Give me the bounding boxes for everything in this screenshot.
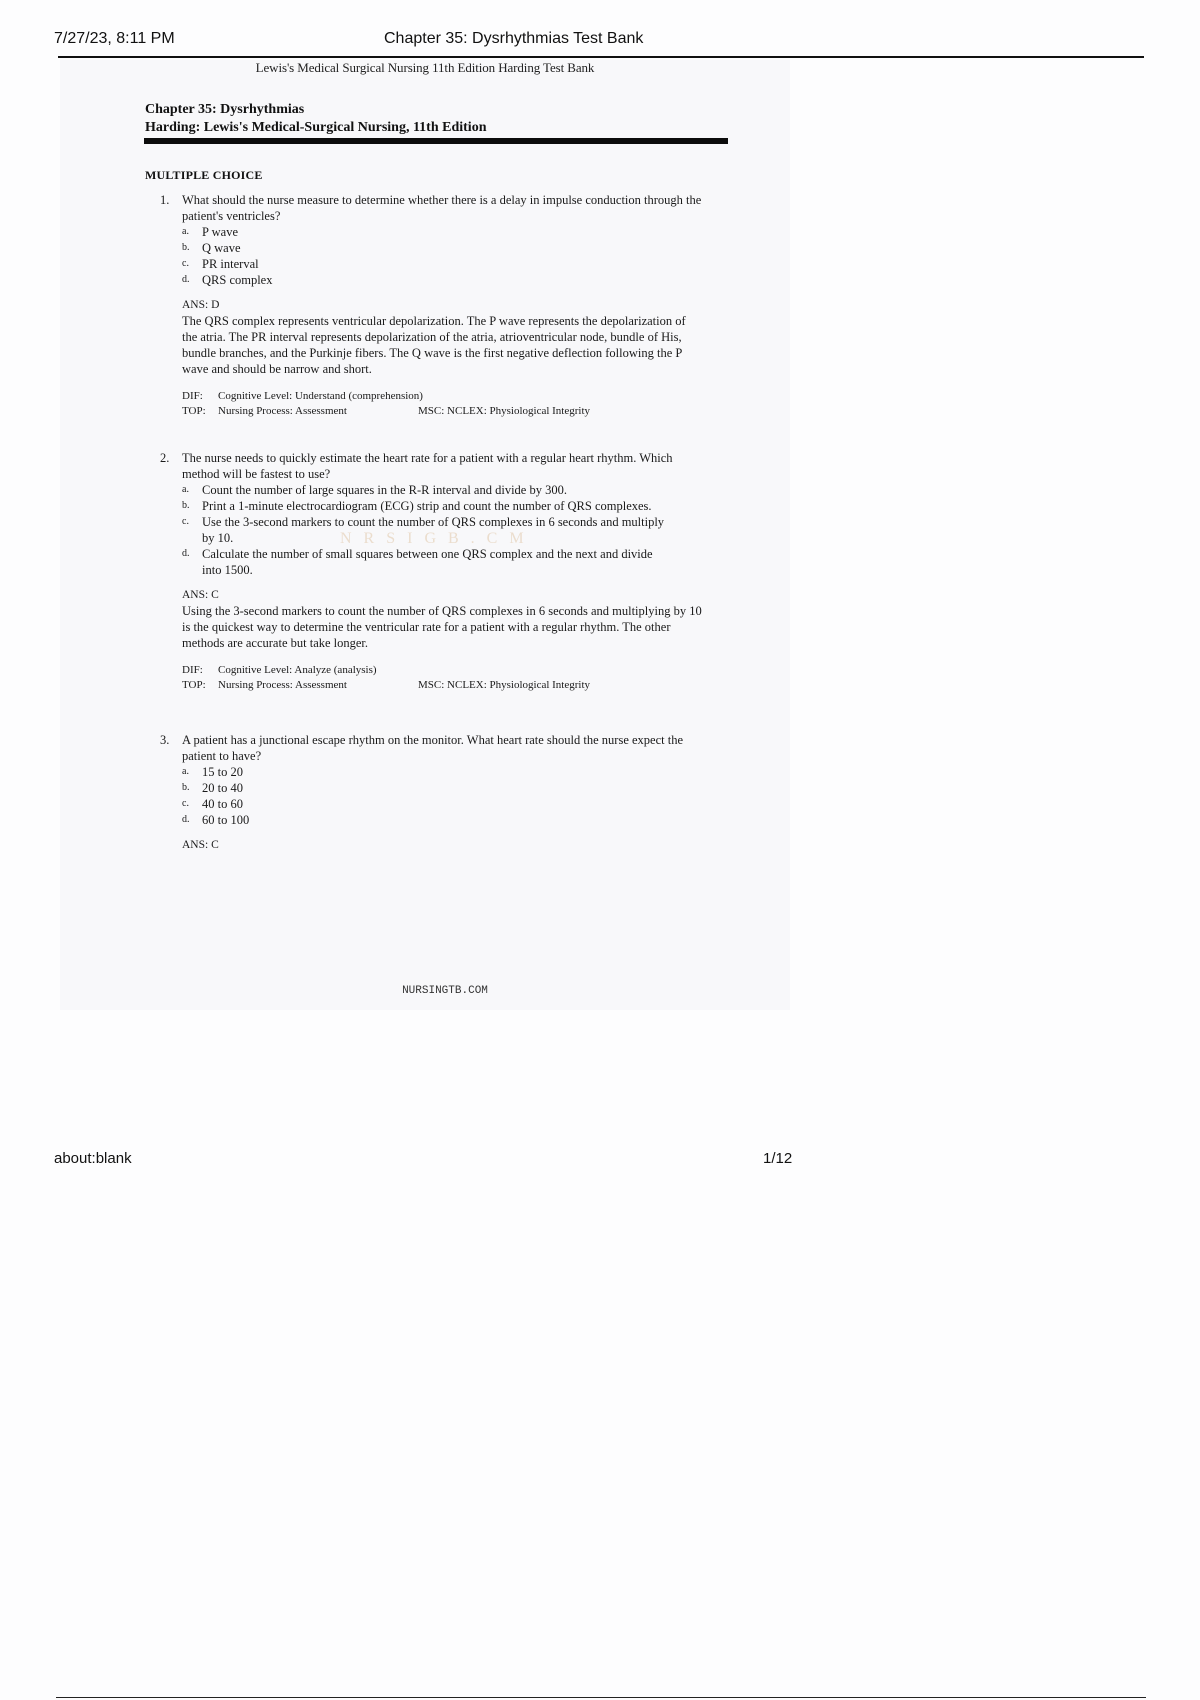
scanned-page: [60, 60, 790, 1010]
option-letter: c.: [182, 798, 189, 809]
page-number: 1/12: [763, 1150, 793, 1167]
print-datetime: 7/27/23, 8:11 PM: [54, 30, 175, 47]
option-text: PR interval: [202, 257, 259, 271]
dif-label: DIF:: [182, 664, 203, 676]
option-letter: a.: [182, 226, 189, 237]
answer-key: ANS: C: [182, 589, 219, 601]
question-1: [160, 192, 760, 419]
chapter-source: Harding: Lewis's Medical-Surgical Nursing, 11th Edition: [145, 120, 487, 135]
option-letter: b.: [182, 500, 190, 511]
difficulty: Cognitive Level: Analyze (analysis): [218, 664, 377, 676]
option-b: [182, 780, 672, 796]
question-text: What should the nurse measure to determine whether there is a delay in impulse conduction through the patient's ventricles?: [182, 193, 702, 223]
question-stem: [160, 732, 702, 764]
section-heading: MULTIPLE CHOICE: [145, 168, 263, 182]
options-list: [160, 764, 760, 828]
question-number: 3.: [160, 733, 170, 747]
option-letter: a.: [182, 766, 189, 777]
option-text: 60 to 100: [202, 813, 250, 827]
option-b: [182, 240, 672, 256]
question-stem: [160, 192, 702, 224]
topic: Nursing Process: Assessment: [218, 679, 347, 691]
option-text: 15 to 20: [202, 765, 243, 779]
msc: MSC: NCLEX: Physiological Integrity: [418, 679, 591, 691]
option-d: [182, 272, 672, 288]
option-letter: c.: [182, 258, 189, 269]
header-divider: [58, 56, 1144, 58]
top-label: TOP:: [182, 405, 206, 417]
answer-key: ANS: C: [182, 839, 219, 851]
option-text: Print a 1-minute electrocardiogram (ECG) strip and count the number of QRS complexes.: [202, 499, 652, 513]
rationale: The QRS complex represents ventricular depolarization. The P wave represents the depolarization of the atria. The PR interval represents depolarization of the atria, atrioventricular node, bundle of His, bundle branches, and the Purkinje fibers. The Q wave is the first negative deflection following the P wave and should be narrow and short.: [182, 314, 686, 376]
chapter-heading: [145, 101, 728, 137]
option-text: Calculate the number of small squares between one QRS complex and the next and divide into 1500.: [202, 547, 653, 577]
option-text: QRS complex: [202, 273, 273, 287]
options-list: [160, 224, 760, 288]
option-text: 40 to 60: [202, 797, 243, 811]
option-text: Count the number of large squares in the R-R interval and divide by 300.: [202, 483, 567, 497]
option-c: [182, 796, 672, 812]
option-c: [182, 256, 672, 272]
option-letter: c.: [182, 516, 189, 527]
option-text: Use the 3-second markers to count the number of QRS complexes in 6 seconds and multiply by 10.: [202, 515, 665, 545]
option-letter: d.: [182, 274, 190, 285]
question-3: [160, 732, 760, 853]
rationale: Using the 3-second markers to count the number of QRS complexes in 6 seconds and multiplying by 10 is the quickest way to determine the ventricular rate for a patient with a regular rhythm. The other methods are accurate but take longer.: [182, 604, 702, 650]
book-title: Lewis's Medical Surgical Nursing 11th Edition Harding Test Bank: [255, 60, 595, 75]
question-metadata: [160, 389, 760, 419]
print-header: [54, 28, 1144, 58]
option-d: [182, 546, 672, 578]
dif-label: DIF:: [182, 390, 203, 402]
option-letter: b.: [182, 782, 190, 793]
option-text: P wave: [202, 225, 238, 239]
option-d: [182, 812, 672, 828]
option-a: [182, 224, 672, 240]
msc: MSC: NCLEX: Physiological Integrity: [418, 405, 591, 417]
question-2: [160, 450, 760, 693]
answer-key: ANS: D: [182, 299, 220, 311]
question-metadata: [160, 663, 760, 693]
option-text: 20 to 40: [202, 781, 243, 795]
question-number: 1.: [160, 193, 170, 207]
difficulty: Cognitive Level: Understand (comprehension): [218, 390, 423, 402]
option-letter: b.: [182, 242, 190, 253]
option-b: [182, 498, 672, 514]
topic: Nursing Process: Assessment: [218, 405, 347, 417]
chapter-title: Chapter 35: Dysrhythmias: [145, 102, 305, 117]
option-a: [182, 482, 672, 498]
question-number: 2.: [160, 451, 170, 465]
question-text: The nurse needs to quickly estimate the heart rate for a patient with a regular heart rhythm. Which method will be fastest to use?: [182, 451, 673, 481]
option-letter: a.: [182, 484, 189, 495]
print-page-title: Chapter 35: Dysrhythmias Test Bank: [384, 30, 644, 47]
question-stem: [160, 450, 702, 482]
chapter-rule: [144, 138, 728, 144]
question-text: A patient has a junctional escape rhythm on the monitor. What heart rate should the nurse expect the patient to have?: [182, 733, 684, 763]
option-letter: d.: [182, 548, 190, 559]
option-text: Q wave: [202, 241, 241, 255]
option-a: [182, 764, 672, 780]
site-footer: NURSINGTB.COM: [402, 985, 488, 997]
print-url: about:blank: [54, 1150, 132, 1167]
watermark: N R S I G B . C M: [340, 530, 528, 547]
top-label: TOP:: [182, 679, 206, 691]
option-letter: d.: [182, 814, 190, 825]
bottom-divider: [56, 1697, 1146, 1698]
